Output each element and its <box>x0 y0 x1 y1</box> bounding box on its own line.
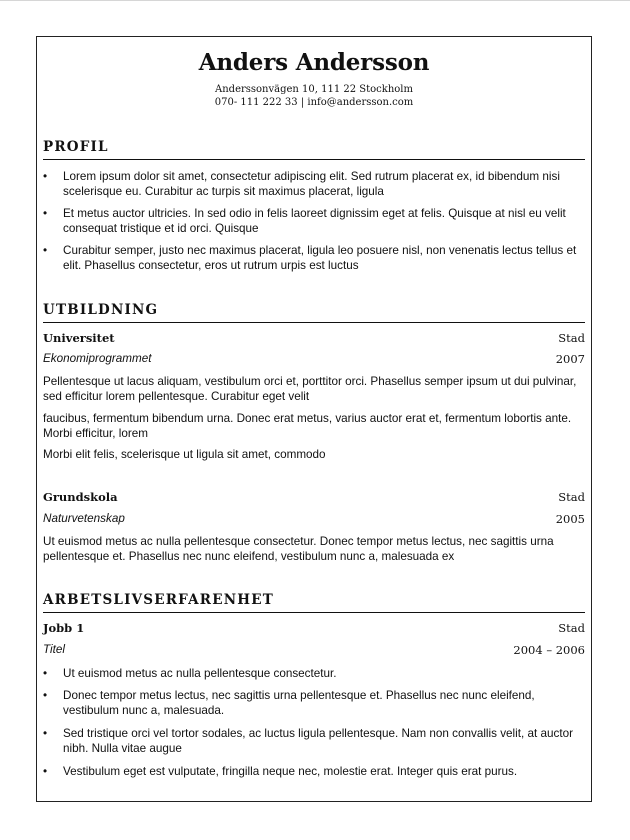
section-title-profil: PROFIL <box>43 139 585 160</box>
job-name: Jobb 1 <box>43 621 85 635</box>
profil-bullet <box>43 243 585 273</box>
job-bullet <box>43 764 585 779</box>
profil-bullet <box>43 206 585 236</box>
job-role: Titel <box>43 643 65 656</box>
address-line: Anderssonvägen 10, 111 22 Stockholm <box>215 84 413 95</box>
school-name: Universitet <box>43 331 115 345</box>
candidate-name: Anders Andersson <box>198 49 430 76</box>
education-paragraph: Morbi elit felis, scelerisque ut ligula sit amet, commodo <box>43 448 326 461</box>
profil-bullet-text: Et metus auctor ultricies. In sed odio in felis laoreet dignissim eget at felis. Quisque at nisl eu velit consequat tristique et id orci. Quisque <box>63 207 566 235</box>
bullet-marker: • <box>43 689 48 702</box>
bullet-marker: • <box>43 765 48 778</box>
section-title-arbete: ARBETSLIVSERFARENHET <box>43 592 585 613</box>
job-role-row <box>43 643 585 658</box>
section-utbildning <box>43 302 585 323</box>
school-name: Grundskola <box>43 490 118 504</box>
bullet-marker: • <box>43 207 48 220</box>
program-year: 2005 <box>555 512 585 526</box>
school-location: Stad <box>558 331 585 345</box>
program-name: Naturvetenskap <box>43 512 125 525</box>
program-name: Ekonomiprogrammet <box>43 352 152 365</box>
section-profil <box>43 139 585 160</box>
contact-line: 070- 111 222 33 | info@andersson.com <box>214 97 414 108</box>
job-location: Stad <box>558 621 585 635</box>
education-paragraph: Pellentesque ut lacus aliquam, vestibulum orci et, porttitor orci. Phasellus semper ipsum ut dui pulvinar, sed efficitur lorem pellentesque. Curabitur eget velit <box>43 375 577 403</box>
job-period: 2004 – 2006 <box>513 643 585 657</box>
job-bullet-text: Donec tempor metus lectus, nec sagittis urna pellentesque et. Phasellus nec nunc eleifend, vestibulum nunc a, malesuada. <box>63 689 535 717</box>
job-bullet <box>43 688 585 718</box>
education-header-row <box>43 490 585 505</box>
program-year: 2007 <box>555 352 585 366</box>
job-bullet <box>43 666 585 681</box>
profil-bullet <box>43 169 585 199</box>
top-divider <box>0 0 630 1</box>
job-header-row <box>43 621 585 636</box>
job-bullet-text: Ut euismod metus ac nulla pellentesque consectetur. <box>63 667 337 680</box>
job-bullet <box>43 726 585 756</box>
bullet-marker: • <box>43 170 48 183</box>
job-bullet-text: Sed tristique orci vel tortor sodales, ac luctus ligula pellentesque. Nam non convallis velit, at auctor nibh. Nulla vitae augue <box>63 727 573 755</box>
school-location: Stad <box>558 490 585 504</box>
education-program-row <box>43 512 585 527</box>
section-title-utbildning: UTBILDNING <box>43 302 585 323</box>
job-bullet-text: Vestibulum eget est vulputate, fringilla neque nec, molestie erat. Integer quis erat purus. <box>63 765 518 778</box>
resume-page <box>36 36 592 802</box>
bullet-marker: • <box>43 667 48 680</box>
bullet-marker: • <box>43 244 48 257</box>
bullet-marker: • <box>43 727 48 740</box>
education-program-row <box>43 352 585 367</box>
profil-bullet-text: Curabitur semper, justo nec maximus placerat, ligula leo posuere nisl, non venenatis lectus tellus et elit. Phasellus consectetur, eros ut rutrum urpis est luctus <box>63 244 577 272</box>
profil-bullet-text: Lorem ipsum dolor sit amet, consectetur adipiscing elit. Sed rutrum placerat ex, id bibendum nisi scelerisque eu. Curabitur ac turpis sit maximus placerat, ligula <box>63 170 560 198</box>
education-paragraph: Ut euismod metus ac nulla pellentesque consectetur. Donec tempor metus lectus, nec sagittis urna pellentesque et. Phasellus nec nunc eleifend, vestibulum nunc a, malesuada ex <box>43 535 554 563</box>
section-arbete <box>43 592 585 613</box>
education-header-row <box>43 331 585 346</box>
education-paragraph: faucibus, fermentum bibendum urna. Donec erat metus, varius auctor erat et, fermentum lobortis ante. Morbi efficitur, lorem <box>43 412 572 440</box>
